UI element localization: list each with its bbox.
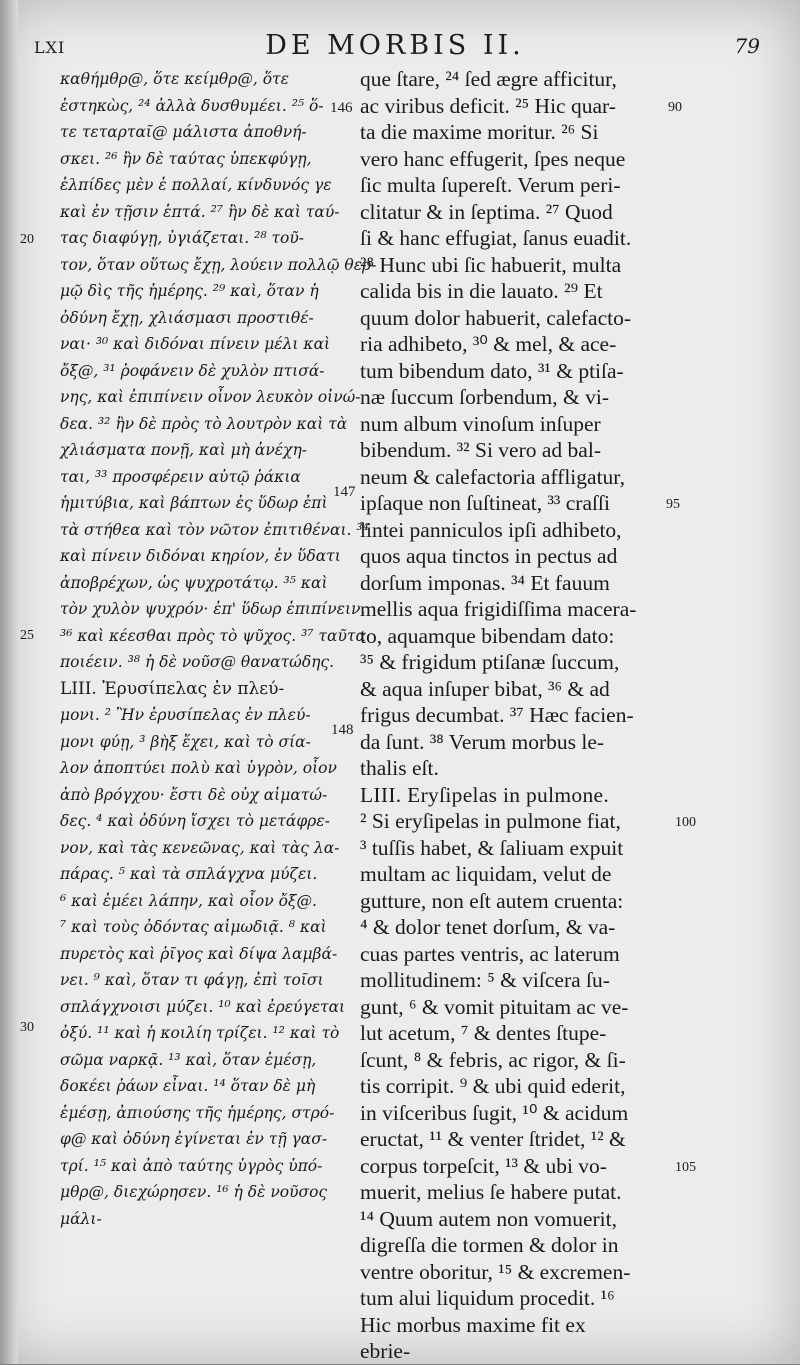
margin-ref-147: 147 <box>333 484 356 500</box>
greek-text-line: ναι· ³⁰ καὶ διδόναι πίνειν μέλι καὶ <box>60 335 331 353</box>
latin-text-line: dorſum imponas. ³⁴ Et fauum <box>360 570 610 595</box>
greek-text-line: ⁶ καὶ ἐμέει λάπην, καὶ οἷον ὄξ@. <box>60 891 317 910</box>
running-header <box>30 30 760 64</box>
greek-text-line: τε τεταρταῖ@ μάλιστα ἀποθνή- <box>60 123 307 141</box>
page-number: 79 <box>734 34 760 58</box>
latin-text-line: digreſſa die tormen & dolor in <box>360 1233 619 1257</box>
line-number-95: 95 <box>666 497 680 512</box>
latin-text-line: cuas partes ventris, ac laterum <box>360 941 620 966</box>
latin-text-line: da ſunt. ³⁸ Verum morbus le- <box>360 729 605 754</box>
latin-text-line: eructat, ¹¹ & venter ſtridet, ¹² & <box>360 1127 626 1151</box>
latin-text-line: ipſaque non ſuſtineat, ³³ craſſi <box>360 491 610 515</box>
greek-text-line: ποιέειν. ³⁸ ἡ δὲ νοῦσ@ θανατώδης. <box>60 653 335 671</box>
latin-text-line: ſic multa ſupereſt. Verum peri- <box>360 173 621 197</box>
latin-text-line: bibendum. ³² Si vero ad bal- <box>360 438 601 462</box>
greek-text-line: νον, καὶ τὰς κενεῶνας, καὶ τὰς λα- <box>60 838 340 857</box>
greek-text-line: τὸν χυλὸν ψυχρόν· ἐπ' ὕδωρ ἐπιπίνειν. <box>60 600 366 618</box>
header-section-number: LXI <box>34 38 66 57</box>
latin-text-line: que ſtare, ²⁴ ſed ægre afficitur, <box>360 67 617 91</box>
greek-text-line: LIII. Ἐρυσίπελας ἐν πλεύ- <box>60 678 285 699</box>
greek-text-line: ὀξύ. ¹¹ καὶ ἡ κοιλίη τρίζει. ¹² καὶ τὸ <box>60 1024 340 1042</box>
greek-text-line: ἐμέσῃ, ἀπιούσης τῆς ἡμέρης, στρό- <box>60 1103 335 1122</box>
latin-text-line: gutture, non eſt autem cruenta: <box>360 888 624 913</box>
greek-text-line: μῷ δὶς τῆς ἡμέρης. ²⁹ καὶ, ὅταν ἡ <box>60 282 319 300</box>
margin-ref-146: 146 <box>330 100 353 116</box>
greek-text-line: ἀποβρέχων, ὡς ψυχροτάτῳ. ³⁵ καὶ <box>60 573 328 592</box>
latin-text-line: tis corripit. ⁹ & ubi quid ederit, <box>360 1074 626 1098</box>
greek-text-line: σπλάγχνοισι μύζει. ¹⁰ καὶ ἐρεύγεται <box>60 997 346 1016</box>
latin-text-line: ¹⁴ Quum autem non vomuerit, <box>360 1206 617 1231</box>
latin-text-line: neum & calefactoria affligatur, <box>360 464 625 489</box>
margin-ref-148: 148 <box>331 722 354 738</box>
greek-text-line: μονι φύῃ, ³ βὴξ ἔχει, καὶ τὸ σία- <box>60 732 311 751</box>
line-number-30: 30 <box>20 1020 34 1035</box>
greek-text-line: σῶμα ναρκᾷ. ¹³ καὶ, ὅταν ἐμέσῃ, <box>60 1050 317 1069</box>
greek-text-line: δεα. ³² ἢν δὲ πρὸς τὸ λουτρὸν καὶ τὰ <box>60 414 348 433</box>
greek-text-line: πάρας. ⁵ καὶ τὰ σπλάγχνα μύζει. <box>60 865 318 883</box>
greek-text-line: σκει. ²⁶ ἢν δὲ ταύτας ὑπεκφύγῃ, <box>60 149 312 168</box>
greek-text-line: καὶ ἐν τῇσιν ἑπτά. ²⁷ ἢν δὲ καὶ ταύ- <box>60 202 340 221</box>
latin-text-line: num album vinoſum inſuper <box>360 411 601 436</box>
latin-text-line: lut acetum, ⁷ & dentes ſtupe- <box>360 1021 607 1045</box>
latin-text-line: & aqua inſuper bibat, ³⁶ & ad <box>360 676 610 701</box>
latin-text-line: quos aqua tinctos in pectus ad <box>360 544 618 568</box>
greek-text-line: ἐλπίδες μὲν ἐ πολλαί, κίνδυνός γε <box>60 176 332 194</box>
latin-text-line: ta die maxime moritur. ²⁶ Si <box>360 120 599 144</box>
latin-text-line: ³⁵ & frigidum ptiſanæ ſuccum, <box>360 650 620 674</box>
latin-text-column <box>360 66 680 1365</box>
latin-text-line: frigus decumbat. ³⁷ Hæc facien- <box>360 703 634 727</box>
greek-text-line: ³⁶ καὶ κέεσθαι πρὸς τὸ ψῦχος. ³⁷ ταῦτα <box>60 626 366 645</box>
latin-text-line: ⁴ & dolor tenet dorſum, & va- <box>360 915 616 939</box>
greek-text-line: καθήμθρ@, ὅτε κείμθρ@, ὅτε <box>60 70 289 88</box>
latin-text-line: ² Si eryſipelas in pulmone fiat, <box>360 809 621 833</box>
latin-text-line: gunt, ⁶ & vomit pituitam ac ve- <box>360 994 629 1019</box>
latin-text-line: mellis aqua frigidiſſima macera- <box>360 597 637 621</box>
latin-text-line: næ ſuccum ſorbendum, & vi- <box>360 385 610 409</box>
greek-text-line: καὶ πίνειν διδόναι κηρίον, ἐν ὕδατι <box>60 547 341 565</box>
latin-text-line: lintei panniculos ipſi adhibeto, <box>360 517 622 542</box>
greek-text-line: ἡμιτύβια, καὶ βάπτων ἐς ὕδωρ ἐπὶ <box>60 494 328 512</box>
latin-text-line: ſcunt, ⁸ & febris, ac rigor, & ſi- <box>360 1047 626 1072</box>
greek-text-line: πυρετὸς καὶ ῥῖγος καὶ δίψα λαμβά- <box>60 944 338 963</box>
greek-text-line: τας διαφύγῃ, ὑγιάζεται. ²⁸ τοῦ- <box>60 229 305 247</box>
line-number-105: 105 <box>675 1160 696 1175</box>
greek-text-line: μθρ@, διεχώρησεν. ¹⁶ ἡ δὲ νοῦσος <box>60 1183 328 1201</box>
greek-text-line: ὀδύνη ἔχῃ, χλιάσμασι προστιθέ- <box>60 308 314 327</box>
line-number-25: 25 <box>20 628 34 643</box>
greek-text-line: ⁷ καὶ τοὺς ὀδόντας αἱμωδιᾷ. ⁸ καὶ <box>60 918 327 936</box>
latin-text-line: Hic morbus maxime fit ex <box>360 1312 586 1337</box>
greek-text-line: ἑστηκὼς, ²⁴ ἀλλὰ δυσθυμέει. ²⁵ ὅ- <box>60 96 324 115</box>
latin-text-line: in viſceribus ſugit, ¹⁰ & acidum <box>360 1100 629 1125</box>
latin-text-line: ria adhibeto, ³⁰ & mel, & ace- <box>360 332 617 356</box>
greek-text-line: φ@ καὶ ὀδύνη ἐγίνεται ἐν τῇ γασ- <box>60 1130 328 1148</box>
latin-text-line: tum alui liquidum procedit. ¹⁶ <box>360 1286 615 1310</box>
line-number-20: 20 <box>20 232 34 247</box>
latin-text-line: muerit, melius ſe habere putat. <box>360 1180 622 1204</box>
latin-text-line: mollitudinem: ⁵ & viſcera ſu- <box>360 968 610 992</box>
greek-text-line: νης, καὶ ἐπιπίνειν οἶνον λευκὸν οἰνώ- <box>60 388 361 406</box>
greek-text-line: ὄξ@, ³¹ ῥοφάνειν δὲ χυλὸν πτισά- <box>60 361 325 380</box>
greek-text-line: δοκέει ῥάων εἶναι. ¹⁴ ὅταν δὲ μὴ <box>60 1077 316 1095</box>
latin-text-line: ac viribus deficit. ²⁵ Hic quar- <box>360 93 616 118</box>
latin-text-line: ſi & hanc effugiat, ſanus euadit. <box>360 226 632 250</box>
latin-text-line: clitatur & in ſeptima. ²⁷ Quod <box>360 199 613 224</box>
latin-text-line: multam ac liquidam, velut de <box>360 862 612 886</box>
latin-text-line: ebrie- <box>360 1339 411 1363</box>
latin-text-line: ²⁸ Hunc ubi ſic habuerit, multa <box>360 252 622 277</box>
line-number-100: 100 <box>675 815 696 830</box>
page-gutter-shadow <box>0 0 18 1364</box>
latin-text-line: LIII. Eryſipelas in pulmone. <box>360 782 610 807</box>
greek-text-line: λον ἀποπτύει πολὺ καὶ ὑγρὸν, οἷον <box>60 759 337 777</box>
greek-text-line: ἀπὸ βρόγχου· ἔστι δὲ οὐχ αἱματώ- <box>60 785 328 804</box>
greek-text-line: δες. ⁴ καὶ ὀδύνη ἴσχει τὸ μετάφρε- <box>60 812 330 830</box>
latin-text-line: ventre oboritur, ¹⁵ & excremen- <box>360 1259 631 1284</box>
greek-text-line: τὰ στήθεα καὶ τὸν νῶτον ἐπιτιθέναι. ³⁴ <box>60 520 369 539</box>
latin-text-line: vero hanc effugerit, ſpes neque <box>360 146 626 171</box>
greek-text-line: μονι. ² Ἢν ἐρυσίπελας ἐν πλεύ- <box>60 706 311 724</box>
line-number-90: 90 <box>668 100 682 115</box>
latin-text-line: corpus torpeſcit, ¹³ & ubi vo- <box>360 1153 607 1178</box>
greek-text-line: τρί. ¹⁵ καὶ ἀπὸ ταύτης ὑγρὸς ὑπό- <box>60 1156 323 1175</box>
latin-text-line: thalis eſt. <box>360 756 439 780</box>
latin-text-line: tum bibendum dato, ³¹ & ptiſa- <box>360 358 624 383</box>
latin-text-line: to, aquamque bibendam dato: <box>360 623 615 648</box>
greek-text-line: νει. ⁹ καὶ, ὅταν τι φάγῃ, ἐπὶ τοῖσι <box>60 971 324 989</box>
greek-text-line: ται, ³³ προσφέρειν αὐτῷ ῥάκια <box>60 467 301 486</box>
header-title: DE MORBIS II. <box>265 30 525 61</box>
greek-text-line: τον, ὅταν οὕτως ἔχῃ, λούειν πολλῷ θερ- <box>60 255 377 274</box>
latin-text-line: quum dolor habuerit, calefacto- <box>360 305 632 330</box>
greek-text-line: χλιάσματα πονῇ, καὶ μὴ ἀνέχη- <box>60 441 307 459</box>
latin-text-line: ³ tuſſis habet, & ſaliuam expuit <box>360 835 624 860</box>
greek-text-line: μάλι- <box>60 1209 102 1228</box>
latin-text-line: calida bis in die lauato. ²⁹ Et <box>360 279 603 303</box>
